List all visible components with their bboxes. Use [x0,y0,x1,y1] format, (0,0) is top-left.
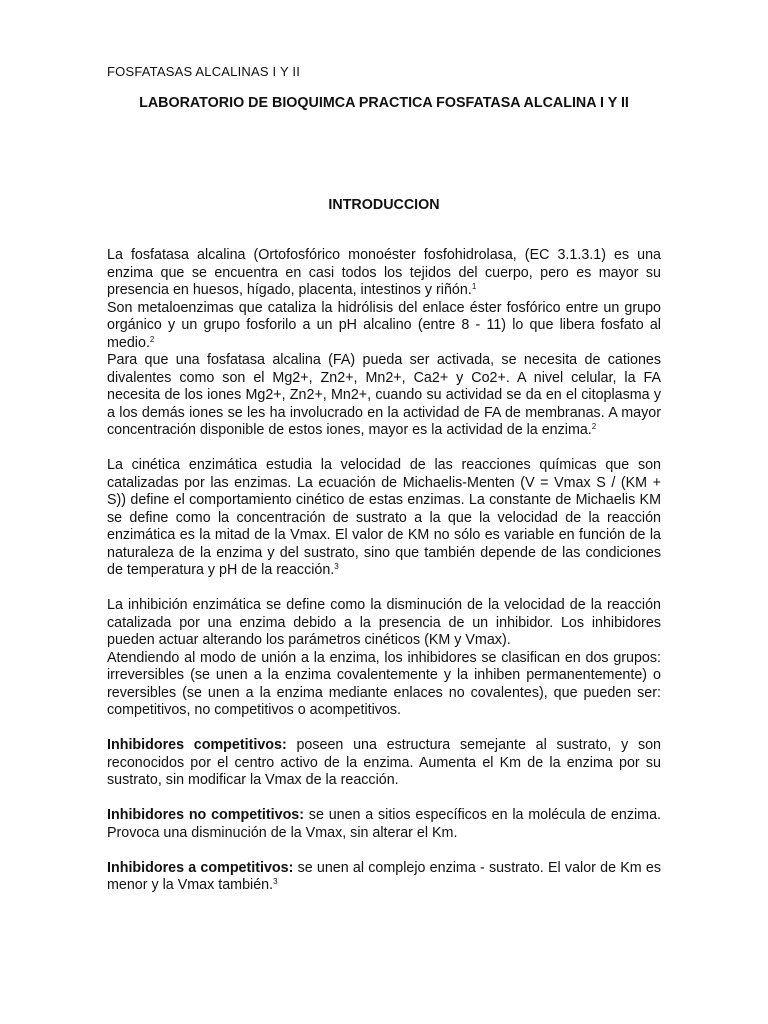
footnote-ref: 1 [471,282,477,291]
document-body [107,247,661,895]
paragraph: Son metaloenzimas que cataliza la hidrólisis del enlace éster fosfórico entre un grupo orgánico y un grupo fosforilo a un pH alcalino (entre 8 - 11) lo que libera fosfato al medio.$^2$ [107,299,661,351]
paragraph: La inhibición enzimática se define como la disminución de la velocidad de la reacción catalizada por una enzima debido a la presencia de un inhibidor. Los inhibidores pueden actuar alterando los parámetros cinéticos (KM y Vmax). [107,597,661,648]
running-header: FOSFATASAS ALCALINAS I Y II [107,64,301,79]
paragraph: Para que una fosfatasa alcalina (FA) pueda ser activada, se necesita de cationes divalentes como son el Mg2+, Zn2+, Mn2+, Ca2+ y Co2+. A nivel celular, la FA necesita de los iones Mg2+, Zn2+, Mn2+, cuando su actividad se da en el citoplasma y a los demás iones se les ha involucrado en la actividad de FA de membranas. A mayor concentración disponible de estos iones, mayor es la actividad de la enzima.$^2$ [107,352,661,438]
footnote-ref: 2 [591,422,597,431]
section-heading: INTRODUCCION [328,197,440,213]
inhibitor-definition: Inhibidores competitivos: poseen una estructura semejante al sustrato, y son reconocidos por el centro activo de la enzima. Aumenta el Km de la enzima por su sustrato, sin modificar la Vmax de la reacción. [107,737,661,788]
footnote-ref: 3 [334,562,339,571]
paragraph: Atendiendo al modo de unión a la enzima, los inhibidores se clasifican en dos grupos: irreversibles (se unen a la enzima covalentemente y la inhiben permanentemente) o reversibles (se unen a la enzima mediante enlaces no covalentes), que pueden ser: competitivos, no competitivos o acompetitivos. [107,649,661,718]
inhibitor-term: Inhibidores a competitivos: [107,859,294,876]
inhibitor-term: Inhibidores competitivos: [107,737,287,753]
inhibitor-definition: Inhibidores a competitivos: se unen al complejo enzima - sustrato. El valor de Km es menor y la Vmax también.$^3$ [107,859,661,893]
inhibitor-term: Inhibidores no competitivos: [107,807,305,823]
footnote-ref: 2 [149,334,155,344]
paragraph: La fosfatasa alcalina (Ortofosfórico monoéster fosfohidrolasa, (EC 3.1.3.1) es una enzima que se encuentra en casi todos los tejidos del cuerpo, pero es mayor su presencia en huesos, hígado, placenta, intestinos y riñón.$^1$ [107,247,661,298]
document-title: LABORATORIO DE BIOQUIMCA PRACTICA FOSFATASA ALCALINA I Y II [139,95,629,111]
inhibitor-definition: Inhibidores no competitivos: se unen a sitios específicos en la molécula de enzima. Provoca una disminución de la Vmax, sin alterar el Km. [107,807,661,841]
paragraph: La cinética enzimática estudia la velocidad de las reacciones químicas que son catalizadas por las enzimas. La ecuación de Michaelis-Menten (V = Vmax S / (KM + S)) define el comportamiento cinético de estas enzimas. La constante de Michaelis KM se define como la concentración de sustrato a la que la velocidad de la reacción enzimática es la mitad de la Vmax. El valor de KM no sólo es variable en función de la naturaleza de la enzima y del sustrato, sino que también depende de las condiciones de temperatura y pH de la reacción.$^3$ [107,457,661,578]
footnote-ref: 3 [273,877,278,886]
